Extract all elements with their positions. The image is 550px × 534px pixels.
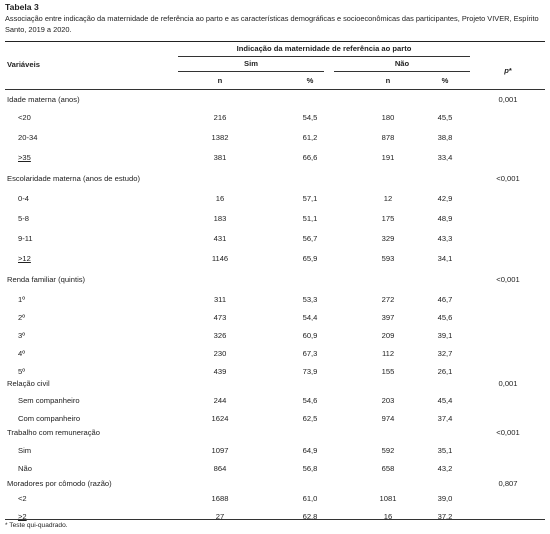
- p-value: 0,807: [498, 479, 518, 488]
- p-value: <0,001: [496, 428, 520, 437]
- header-sim: Sim: [244, 59, 258, 68]
- cell-pct-nao: 37,2: [437, 512, 453, 521]
- cell-pct-nao: 46,7: [437, 295, 453, 304]
- header-p-value: p*: [504, 66, 512, 75]
- cell-pct-nao: 39,0: [437, 494, 453, 503]
- table-label: Tabela 3: [5, 2, 39, 12]
- cell-n-sim: 1382: [211, 133, 229, 142]
- row-label: 3º: [18, 331, 25, 340]
- row-label: 20-34: [18, 133, 38, 142]
- cell-n-sim: 1097: [211, 446, 229, 455]
- row-label: <20: [18, 113, 31, 122]
- cell-pct-sim: 65,9: [302, 254, 318, 263]
- cell-pct-sim: 57,1: [302, 194, 318, 203]
- row-label: Sim: [18, 446, 32, 455]
- cell-n-sim: 27: [215, 512, 225, 521]
- cell-n-nao: 180: [381, 113, 395, 122]
- cell-pct-sim: 53,3: [302, 295, 318, 304]
- cell-n-sim: 16: [215, 194, 225, 203]
- cell-pct-nao: 33,4: [437, 153, 453, 162]
- cell-pct-nao: 39,1: [437, 331, 453, 340]
- cell-n-nao: 155: [381, 367, 395, 376]
- cell-pct-nao: 35,1: [437, 446, 453, 455]
- cell-pct-nao: 48,9: [437, 214, 453, 223]
- cell-n-nao: 209: [381, 331, 395, 340]
- p-value: <0,001: [496, 174, 520, 183]
- cell-pct-nao: 34,1: [437, 254, 453, 263]
- cell-n-nao: 112: [381, 349, 395, 358]
- cell-pct-sim: 62,8: [302, 512, 318, 521]
- cell-pct-sim: 56,8: [302, 464, 318, 473]
- row-label: >2: [18, 512, 27, 521]
- row-label: 4º: [18, 349, 25, 358]
- cell-pct-sim: 61,2: [302, 133, 318, 142]
- row-label: 5-8: [18, 214, 29, 223]
- cell-n-nao: 191: [381, 153, 395, 162]
- header-bottom-rule: [5, 89, 545, 90]
- row-label: 0-4: [18, 194, 29, 203]
- row-label: >12: [18, 254, 31, 263]
- header-n-sim: n: [217, 76, 223, 85]
- cell-n-nao: 203: [381, 396, 395, 405]
- section-label: Idade materna (anos): [7, 95, 80, 104]
- header-pct-sim: %: [306, 76, 314, 85]
- cell-pct-sim: 60,9: [302, 331, 318, 340]
- row-label: >35: [18, 153, 31, 162]
- cell-pct-sim: 62,5: [302, 414, 318, 423]
- cell-n-nao: 878: [381, 133, 395, 142]
- header-group: Indicação da maternidade de referência ao parto: [236, 44, 412, 53]
- header-n-nao: n: [385, 76, 391, 85]
- cell-n-sim: 473: [213, 313, 227, 322]
- cell-pct-sim: 66,6: [302, 153, 318, 162]
- header-nao: Não: [394, 59, 410, 68]
- section-label: Escolaridade materna (anos de estudo): [7, 174, 140, 183]
- cell-n-nao: 593: [381, 254, 395, 263]
- cell-n-sim: 230: [213, 349, 227, 358]
- row-label: Com companheiro: [18, 414, 81, 423]
- top-rule: [5, 41, 545, 42]
- subgroup-rule-sim: [178, 71, 324, 72]
- cell-pct-nao: 45,4: [437, 396, 453, 405]
- row-label: 2º: [18, 313, 25, 322]
- bottom-rule: [5, 519, 545, 520]
- cell-n-sim: 439: [213, 367, 227, 376]
- cell-pct-nao: 45,5: [437, 113, 453, 122]
- cell-n-sim: 381: [213, 153, 227, 162]
- cell-pct-sim: 56,7: [302, 234, 318, 243]
- cell-n-nao: 272: [381, 295, 395, 304]
- cell-n-nao: 1081: [379, 494, 397, 503]
- cell-n-sim: 864: [213, 464, 227, 473]
- cell-pct-sim: 54,5: [302, 113, 318, 122]
- header-pct-nao: %: [441, 76, 449, 85]
- row-label: <2: [18, 494, 27, 503]
- section-label: Trabalho com remuneração: [7, 428, 100, 437]
- cell-n-sim: 216: [213, 113, 227, 122]
- cell-n-nao: 16: [383, 512, 393, 521]
- cell-pct-nao: 43,3: [437, 234, 453, 243]
- cell-n-sim: 326: [213, 331, 227, 340]
- cell-pct-nao: 26,1: [437, 367, 453, 376]
- cell-pct-nao: 37,4: [437, 414, 453, 423]
- cell-pct-nao: 43,2: [437, 464, 453, 473]
- cell-n-nao: 329: [381, 234, 395, 243]
- cell-n-sim: 1688: [211, 494, 229, 503]
- table-caption: Associação entre indicação da maternidade de referência ao parto e as características demográficas e socioeconômicas das participantes, Projeto VIVER, Espírito Santo, 2019 a 2020.: [5, 14, 539, 34]
- cell-n-nao: 12: [383, 194, 393, 203]
- cell-n-nao: 974: [381, 414, 395, 423]
- cell-n-nao: 658: [381, 464, 395, 473]
- p-value: <0,001: [496, 275, 520, 284]
- footnote: * Teste qui-quadrado.: [5, 522, 68, 529]
- cell-n-nao: 397: [381, 313, 395, 322]
- cell-n-sim: 1146: [211, 254, 229, 263]
- cell-pct-nao: 32,7: [437, 349, 453, 358]
- section-label: Moradores por cômodo (razão): [7, 479, 112, 488]
- cell-n-sim: 1624: [211, 414, 229, 423]
- section-label: Relação civil: [7, 379, 50, 388]
- cell-pct-sim: 67,3: [302, 349, 318, 358]
- cell-n-nao: 592: [381, 446, 395, 455]
- group-rule: [178, 56, 470, 57]
- cell-pct-nao: 42,9: [437, 194, 453, 203]
- cell-pct-sim: 73,9: [302, 367, 318, 376]
- row-label: 9-11: [18, 234, 33, 243]
- cell-n-sim: 431: [213, 234, 227, 243]
- cell-pct-nao: 38,8: [437, 133, 453, 142]
- p-value: 0,001: [498, 379, 518, 388]
- cell-pct-sim: 64,9: [302, 446, 318, 455]
- cell-n-sim: 311: [213, 295, 227, 304]
- header-variables: Variáveis: [7, 60, 40, 69]
- cell-pct-sim: 61,0: [302, 494, 318, 503]
- cell-pct-sim: 51,1: [302, 214, 318, 223]
- row-label: Sem companheiro: [18, 396, 80, 405]
- section-label: Renda familiar (quintis): [7, 275, 86, 284]
- cell-pct-sim: 54,4: [302, 313, 318, 322]
- cell-pct-nao: 45,6: [437, 313, 453, 322]
- row-label: 5º: [18, 367, 25, 376]
- cell-pct-sim: 54,6: [302, 396, 318, 405]
- p-value: 0,001: [498, 95, 518, 104]
- cell-n-nao: 175: [381, 214, 395, 223]
- row-label: Não: [18, 464, 32, 473]
- subgroup-rule-nao: [334, 71, 470, 72]
- cell-n-sim: 244: [213, 396, 227, 405]
- cell-n-sim: 183: [213, 214, 227, 223]
- row-label: 1º: [18, 295, 25, 304]
